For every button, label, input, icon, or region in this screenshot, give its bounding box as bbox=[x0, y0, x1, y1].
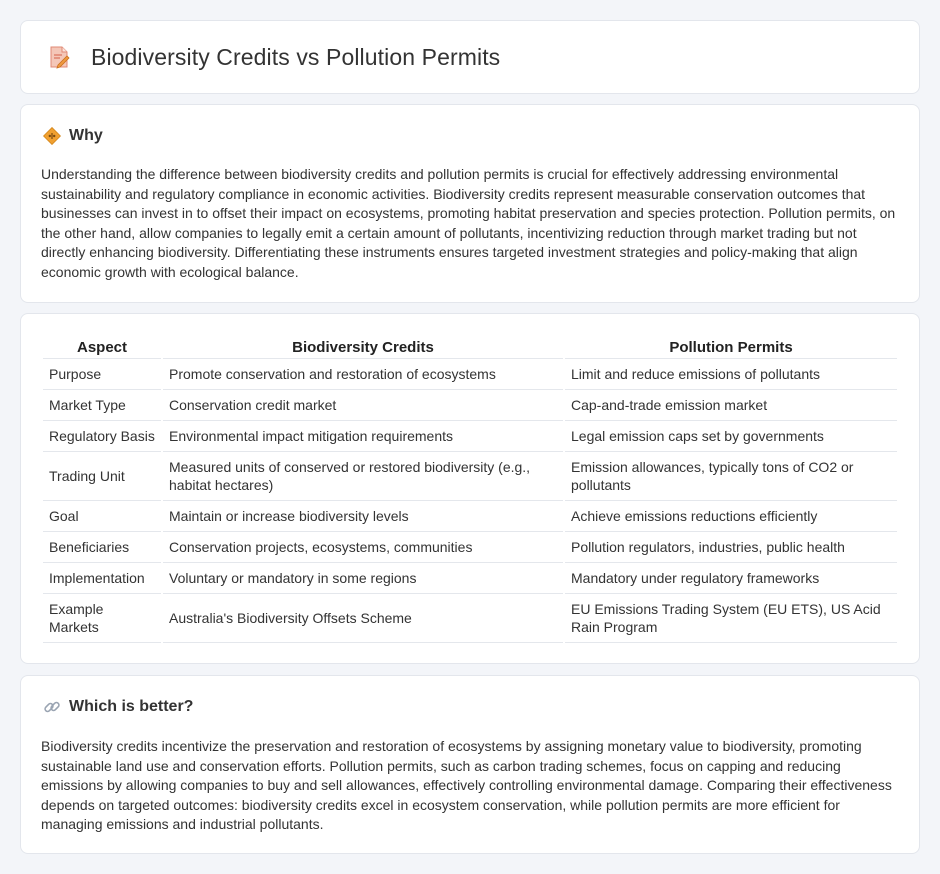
header-biodiversity-credits: Biodiversity Credits bbox=[163, 335, 563, 359]
table-row bbox=[43, 421, 897, 452]
comparison-table bbox=[41, 335, 899, 643]
row-pollution-value: Emission allowances, typically tons of CO2 or pollutants bbox=[565, 452, 897, 501]
row-aspect: Example Markets bbox=[43, 594, 161, 643]
table-row bbox=[43, 532, 897, 563]
document-pencil-icon bbox=[47, 45, 71, 69]
row-aspect: Trading Unit bbox=[43, 452, 161, 501]
row-aspect: Goal bbox=[43, 501, 161, 532]
comparison-section bbox=[20, 313, 920, 664]
table-row bbox=[43, 452, 897, 501]
which-is-better-text: Biodiversity credits incentivize the preservation and restoration of ecosystems by assigning monetary value to biodiversity, promoting sustainable land use and conservation efforts. Pollution permits, such as carbon trading schemes, focus on capping and reducing emissions by allowing companies to buy and sell allowances, effectively controlling environmental damage. Comparing their effectiveness depends on targeted outcomes: biodiversity credits excel in ecosystem conservation, while pollution permits are more efficient for managing emissions and industrial pollutants. bbox=[41, 738, 892, 832]
title-card bbox=[20, 20, 920, 94]
row-biodiversity-value: Measured units of conserved or restored biodiversity (e.g., habitat hectares) bbox=[163, 452, 563, 501]
header-pollution-permits: Pollution Permits bbox=[565, 335, 897, 359]
row-pollution-value: Pollution regulators, industries, public health bbox=[565, 532, 897, 563]
table-row bbox=[43, 594, 897, 643]
row-biodiversity-value: Australia's Biodiversity Offsets Scheme bbox=[163, 594, 563, 643]
diamond-warning-icon bbox=[43, 127, 61, 145]
row-biodiversity-value: Environmental impact mitigation requirements bbox=[163, 421, 563, 452]
link-icon bbox=[43, 698, 61, 716]
table-row bbox=[43, 359, 897, 390]
row-pollution-value: Cap-and-trade emission market bbox=[565, 390, 897, 421]
row-biodiversity-value: Voluntary or mandatory in some regions bbox=[163, 563, 563, 594]
row-pollution-value: Legal emission caps set by governments bbox=[565, 421, 897, 452]
row-aspect: Market Type bbox=[43, 390, 161, 421]
why-section bbox=[20, 104, 920, 303]
row-biodiversity-value: Maintain or increase biodiversity levels bbox=[163, 501, 563, 532]
page-title: Biodiversity Credits vs Pollution Permits bbox=[91, 43, 501, 70]
row-aspect: Regulatory Basis bbox=[43, 421, 161, 452]
table-row bbox=[43, 390, 897, 421]
why-text: Understanding the difference between biodiversity credits and pollution permits is crucial for effectively addressing environmental sustainability and regulatory compliance in economic activities. Biodiversity credits represent measurable conservation outcomes that businesses can invest in to offset their impact on ecosystems, promoting habitat preservation and species protection. Pollution permits, on the other hand, allow companies to legally emit a certain amount of pollutants, incentivizing reduction through market trading but not directly enhancing biodiversity. Differentiating these instruments ensures targeted investment strategies and policy-making that align economic growth with ecological balance. bbox=[41, 166, 896, 280]
which-is-better-heading: Which is better? bbox=[69, 698, 194, 715]
row-aspect: Purpose bbox=[43, 359, 161, 390]
why-heading: Why bbox=[69, 127, 103, 144]
table-header-row bbox=[43, 335, 897, 359]
table-row bbox=[43, 563, 897, 594]
row-biodiversity-value: Conservation projects, ecosystems, communities bbox=[163, 532, 563, 563]
row-aspect: Beneficiaries bbox=[43, 532, 161, 563]
row-biodiversity-value: Conservation credit market bbox=[163, 390, 563, 421]
row-pollution-value: Mandatory under regulatory frameworks bbox=[565, 563, 897, 594]
which-is-better-section bbox=[20, 675, 920, 854]
header-aspect: Aspect bbox=[43, 335, 161, 359]
row-biodiversity-value: Promote conservation and restoration of ecosystems bbox=[163, 359, 563, 390]
table-row bbox=[43, 501, 897, 532]
row-aspect: Implementation bbox=[43, 563, 161, 594]
row-pollution-value: Achieve emissions reductions efficiently bbox=[565, 501, 897, 532]
row-pollution-value: Limit and reduce emissions of pollutants bbox=[565, 359, 897, 390]
row-pollution-value: EU Emissions Trading System (EU ETS), US Acid Rain Program bbox=[565, 594, 897, 643]
